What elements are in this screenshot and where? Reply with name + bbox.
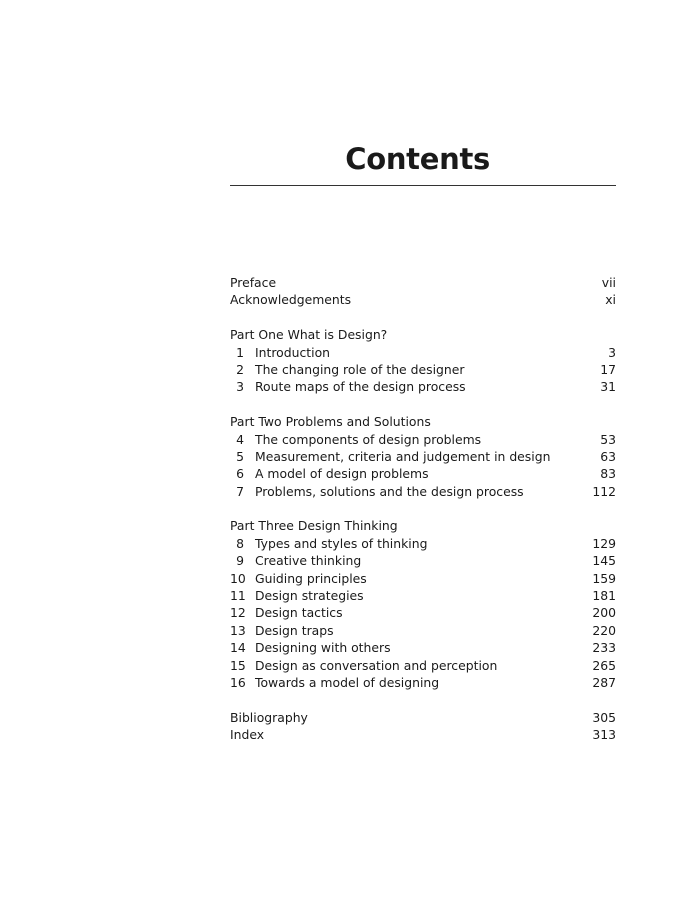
chapter-title: Route maps of the design process [255, 379, 466, 395]
chapter-title: Creative thinking [255, 553, 362, 569]
chapter-number: 8 [236, 535, 244, 551]
chapter-number: 6 [236, 466, 244, 482]
chapter-page: 233 [592, 640, 616, 656]
toc-entry-page: xi [605, 292, 616, 308]
chapter-number: 1 [236, 344, 244, 360]
chapter-number: 3 [236, 379, 244, 395]
toc-entry-label: Index [230, 727, 265, 743]
toc-chapter-11[interactable] [230, 587, 616, 604]
toc-chapter-9[interactable] [230, 552, 616, 569]
part-heading-three: Part Three Design Thinking [230, 518, 398, 534]
part-heading-one: Part One What is Design? [230, 327, 388, 343]
chapter-page: 129 [592, 535, 616, 551]
chapter-title: Problems, solutions and the design process [255, 483, 524, 499]
chapter-number: 11 [230, 588, 246, 604]
chapter-page: 181 [592, 588, 616, 604]
table-of-contents [230, 274, 616, 744]
chapter-number: 13 [230, 622, 246, 638]
toc-entry-page: 313 [592, 727, 616, 743]
chapter-number: 10 [230, 570, 246, 586]
toc-entry-bibliography[interactable] [230, 709, 616, 726]
chapter-number: 2 [236, 361, 244, 377]
toc-chapter-2[interactable] [230, 361, 616, 378]
chapter-title: The changing role of the designer [255, 361, 465, 377]
toc-entry-index[interactable] [230, 726, 616, 743]
chapter-title: The components of design problems [255, 431, 482, 447]
toc-entry-acknowledgements[interactable] [230, 291, 616, 308]
chapter-title: Towards a model of designing [255, 674, 440, 690]
chapter-title: Design as conversation and perception [255, 657, 498, 673]
chapter-number: 16 [230, 674, 246, 690]
chapter-title: Measurement, criteria and judgement in design [255, 448, 551, 464]
chapter-title: Guiding principles [255, 570, 367, 586]
chapter-page: 53 [600, 431, 616, 447]
chapter-title: Designing with others [255, 640, 391, 656]
toc-entry-label: Preface [230, 275, 277, 290]
toc-entry-label: Acknowledgements [230, 292, 352, 308]
chapter-title: A model of design problems [255, 466, 429, 482]
toc-chapter-15[interactable] [230, 657, 616, 674]
toc-chapter-10[interactable] [230, 570, 616, 587]
chapter-number: 7 [236, 483, 244, 499]
toc-chapter-16[interactable] [230, 674, 616, 691]
chapter-page: 287 [592, 674, 616, 690]
toc-chapter-14[interactable] [230, 639, 616, 656]
chapter-title: Design tactics [255, 605, 343, 621]
toc-chapter-1[interactable] [230, 344, 616, 361]
chapter-page: 220 [592, 622, 616, 638]
chapter-page: 63 [600, 448, 616, 464]
chapter-title: Design traps [255, 622, 334, 638]
toc-entry-page: vii [601, 275, 616, 290]
chapter-page: 200 [592, 605, 616, 621]
chapter-page: 265 [592, 657, 616, 673]
chapter-number: 9 [236, 553, 244, 569]
toc-chapter-4[interactable] [230, 431, 616, 448]
toc-entry-preface[interactable] [230, 274, 616, 291]
chapter-number: 14 [230, 640, 246, 656]
chapter-title: Types and styles of thinking [255, 535, 428, 551]
toc-entry-page: 305 [592, 709, 616, 725]
part-heading-two: Part Two Problems and Solutions [230, 414, 431, 430]
chapter-page: 3 [608, 344, 616, 360]
section-spacer [230, 309, 616, 326]
toc-chapter-5[interactable] [230, 448, 616, 465]
toc-entry-label: Bibliography [230, 709, 308, 725]
section-spacer [230, 691, 616, 708]
title-divider [230, 185, 616, 186]
chapter-title: Introduction [255, 344, 331, 360]
chapter-page: 112 [592, 483, 616, 499]
toc-chapter-3[interactable] [230, 378, 616, 395]
page-title: Contents [345, 142, 490, 176]
toc-chapter-7[interactable] [230, 483, 616, 500]
toc-chapter-12[interactable] [230, 604, 616, 621]
chapter-number: 15 [230, 657, 246, 673]
section-spacer [230, 396, 616, 413]
toc-chapter-8[interactable] [230, 535, 616, 552]
chapter-page: 31 [600, 379, 616, 395]
section-spacer [230, 500, 616, 517]
chapter-number: 5 [236, 448, 244, 464]
chapter-page: 159 [592, 570, 616, 586]
toc-chapter-13[interactable] [230, 622, 616, 639]
chapter-title: Design strategies [255, 588, 364, 604]
chapter-number: 12 [230, 605, 246, 621]
chapter-page: 17 [600, 361, 616, 377]
toc-chapter-6[interactable] [230, 465, 616, 482]
chapter-number: 4 [236, 431, 244, 447]
chapter-page: 145 [592, 553, 616, 569]
chapter-page: 83 [600, 466, 616, 482]
